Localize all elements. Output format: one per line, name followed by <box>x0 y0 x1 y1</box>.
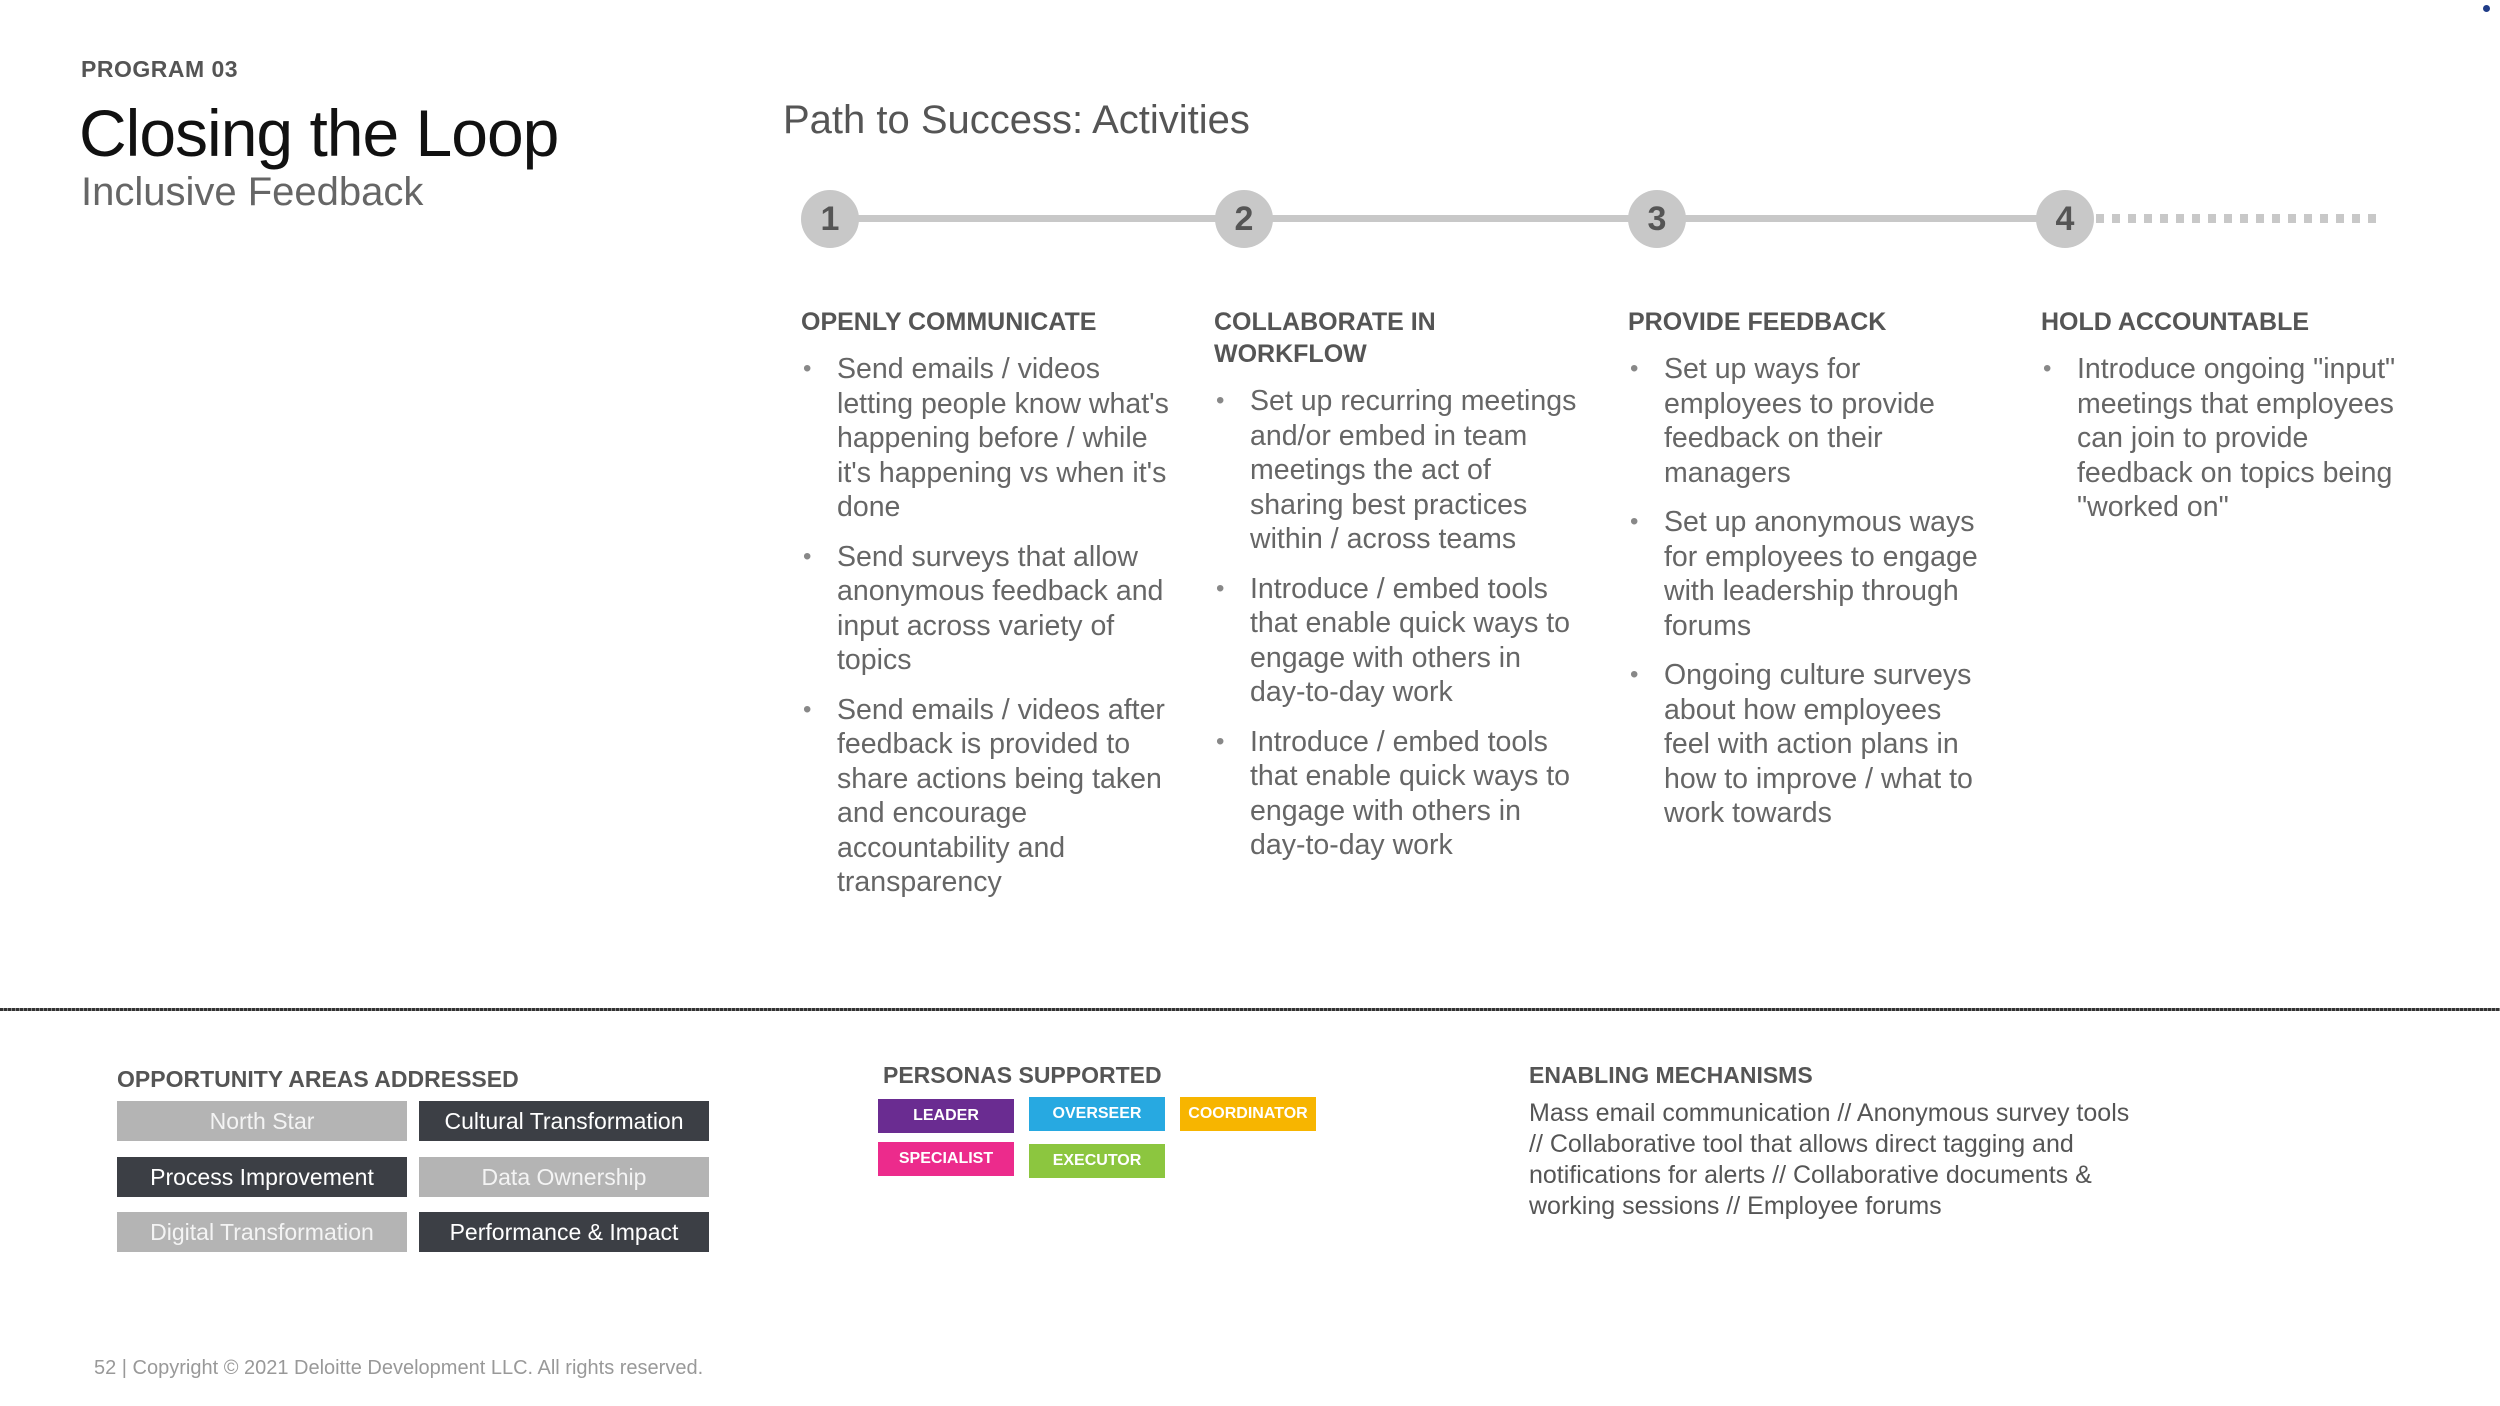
opportunity-tag-digital-transformation: Digital Transformation <box>117 1212 407 1252</box>
opportunity-title: OPPORTUNITY AREAS ADDRESSED <box>117 1066 519 1092</box>
bullet-item: • Set up anonymous ways for employees to engage with leadership through forums <box>1628 505 1988 643</box>
step-3-title: PROVIDE FEEDBACK <box>1628 308 1887 336</box>
personas-title: PERSONAS SUPPORTED <box>883 1062 1162 1088</box>
step-4-circle: 4 <box>2036 190 2094 248</box>
bullet-item: • Set up ways for employees to provide feedback on their managers <box>1628 352 1988 490</box>
opportunity-tag-process-improvement: Process Improvement <box>117 1157 407 1197</box>
bullet-item: • Send emails / videos after feedback is provided to share actions being taken and encourage accountability and transparency <box>801 693 1171 900</box>
section-divider <box>0 1008 2500 1011</box>
bullet-item: • Ongoing culture surveys about how employees feel with action plans in how to improve / what to work towards <box>1628 658 1988 831</box>
step-4-title: HOLD ACCOUNTABLE <box>2041 308 2310 336</box>
timeline-line <box>830 215 2070 222</box>
step-1-title: OPENLY COMMUNICATE <box>801 308 1097 336</box>
opportunity-tag-data-ownership: Data Ownership <box>419 1157 709 1197</box>
timeline <box>0 0 2500 300</box>
persona-badge-specialist: SPECIALIST <box>878 1142 1014 1176</box>
persona-badge-executor: EXECUTOR <box>1029 1144 1165 1178</box>
timeline-dotted-continuation <box>2096 214 2381 223</box>
bullet-item: • Send emails / videos letting people know what's happening before / while it's happening vs when it's done <box>801 352 1171 525</box>
step-3-column <box>1628 306 1988 846</box>
step-1-column <box>801 306 1171 915</box>
enabling-mechanisms-text: Mass email communication // Anonymous survey tools // Collaborative tool that allows direct tagging and notifications for alerts // Collaborative documents & working sessions // Employee forums <box>1529 1099 2130 1220</box>
bullet-item: • Introduce ongoing "input" meetings that employees can join to provide feedback on topics being "worked on" <box>2041 352 2411 525</box>
bullet-item: • Introduce / embed tools that enable quick ways to engage with others in day-to-day work <box>1214 572 1584 710</box>
step-2-circle: 2 <box>1215 190 1273 248</box>
enabling-title: ENABLING MECHANISMS <box>1529 1062 1813 1088</box>
bullet-item: • Set up recurring meetings and/or embed in team meetings the act of sharing best practices within / across teams <box>1214 384 1584 557</box>
step-2-bullets <box>1214 384 1584 863</box>
path-heading: Path to Success: Activities <box>783 98 1250 142</box>
bullet-item: • Introduce / embed tools that enable quick ways to engage with others in day-to-day work <box>1214 725 1584 863</box>
opportunity-tag-performance-impact: Performance & Impact <box>419 1212 709 1252</box>
page-title: Closing the Loop <box>79 96 559 170</box>
persona-badge-coordinator: COORDINATOR <box>1180 1097 1316 1131</box>
step-3-bullets <box>1628 352 1988 831</box>
step-4-column <box>2041 306 2411 540</box>
step-1-circle: 1 <box>801 190 859 248</box>
step-4-bullets <box>2041 352 2411 525</box>
opportunity-tag-north-star: North Star <box>117 1101 407 1141</box>
opportunity-tag-cultural-transformation: Cultural Transformation <box>419 1101 709 1141</box>
persona-badge-leader: LEADER <box>878 1099 1014 1133</box>
persona-badge-overseer: OVERSEER <box>1029 1097 1165 1131</box>
footer-copyright: 52 | Copyright © 2021 Deloitte Development LLC. All rights reserved. <box>94 1357 704 1379</box>
step-2-column <box>1214 306 1584 878</box>
program-label: PROGRAM 03 <box>81 56 239 82</box>
step-2-title: COLLABORATE IN WORKFLOW <box>1214 308 1436 368</box>
step-1-bullets <box>801 352 1171 900</box>
bullet-item: • Send surveys that allow anonymous feedback and input across variety of topics <box>801 540 1171 678</box>
page-subtitle: Inclusive Feedback <box>81 170 424 214</box>
step-3-circle: 3 <box>1628 190 1686 248</box>
